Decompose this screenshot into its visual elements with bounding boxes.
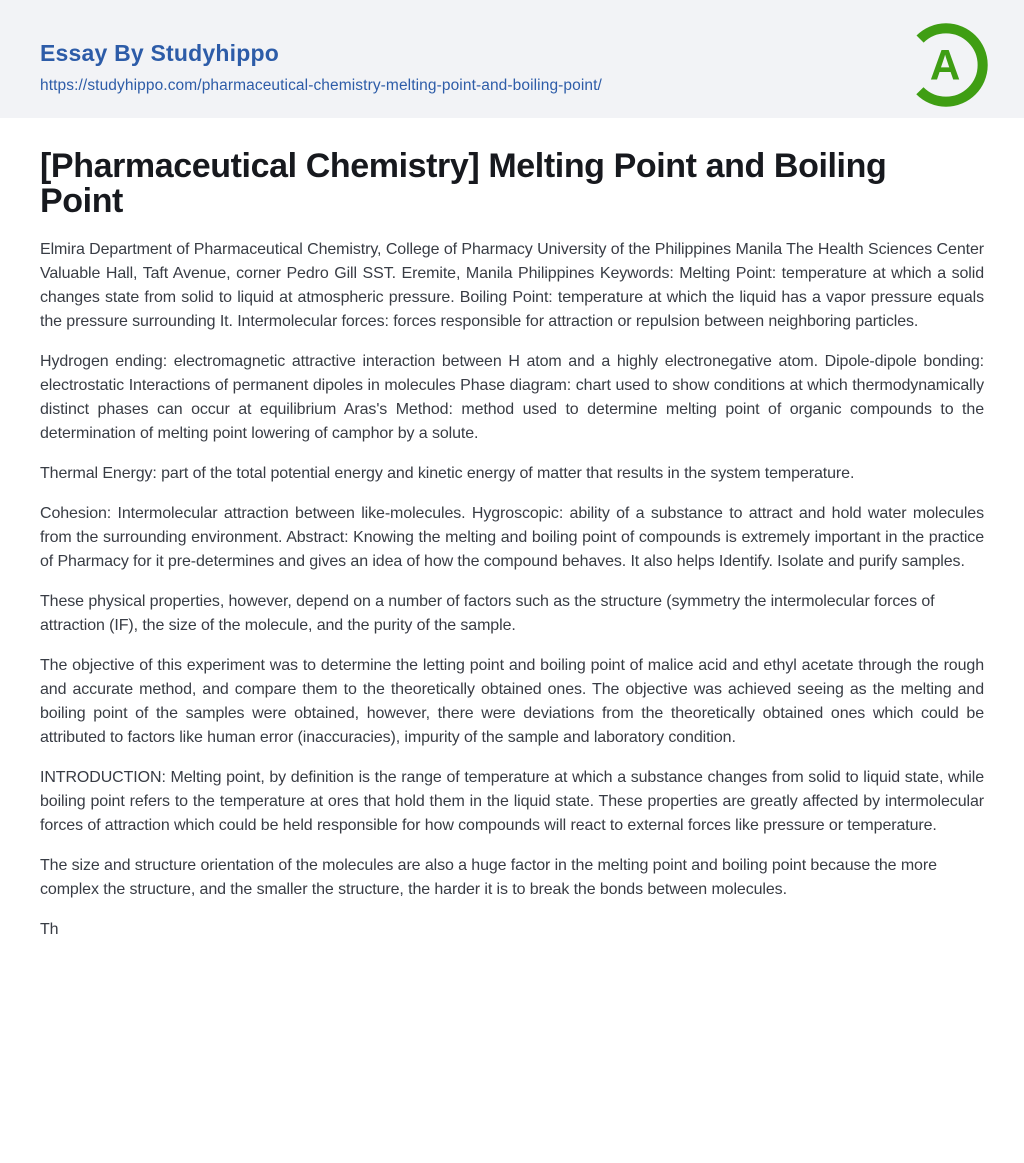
article-paragraph: Cohesion: Intermolecular attraction between like-molecules. Hygroscopic: ability of a substance to attract and hold water molecules from the surrounding environment. Abstract: Knowing the melting and boiling point of compounds is extremely important in the practice of Pharmacy for it pre-determines and gives an idea of how the compound behaves. It also helps Identify. Isolate and purify samples. [40, 505, 984, 570]
essay-article [0, 149, 1024, 942]
article-paragraph: These physical properties, however, depend on a number of factors such as the structure (symmetry the intermolecular forces of attraction (IF), the size of the molecule, and the purity of the sample. [40, 593, 935, 634]
logo-arc-icon [902, 21, 990, 109]
essay-url-link[interactable]: https://studyhippo.com/pharmaceutical-chemistry-melting-point-and-boiling-point/ [40, 77, 602, 94]
article-paragraph: Elmira Department of Pharmaceutical Chemistry, College of Pharmacy University of the Philippines Manila The Health Sciences Center Valuable Hall, Taft Avenue, corner Pedro Gill SST. Eremite, Manila Philippines Keywords: Melting Point: temperature at which a solid changes state from solid to liquid at atmospheric pressure. Boiling Point: temperature at which the liquid has a vapor pressure equals the pressure surrounding It. Intermolecular forces: forces responsible for attraction or repulsion between neighboring particles. [40, 241, 984, 330]
header-text-block [40, 40, 602, 95]
article-paragraph: The size and structure orientation of the molecules are also a huge factor in the melting point and boiling point because the more complex the structure, and the smaller the structure, the harder it is to break the bonds between molecules. [40, 857, 937, 898]
studyhippo-logo[interactable] [902, 21, 990, 109]
logo-letter: A [929, 41, 961, 89]
article-paragraph: Thermal Energy: part of the total potential energy and kinetic energy of matter that results in the system temperature. [40, 465, 855, 482]
article-paragraph: The objective of this experiment was to determine the letting point and boiling point of malice acid and ethyl acetate through the rough and accurate method, and compare them to the theoretically obtained ones. The objective was achieved seeing as the melting and boiling point of the samples were obtained, however, there were deviations from the theoretically obtained ones which could be attributed to factors like human error (inaccuracies), impurity of the sample and laboratory condition. [40, 657, 984, 746]
article-paragraph: Th [40, 921, 59, 938]
article-paragraph: Hydrogen ending: electromagnetic attractive interaction between H atom and a highly electronegative atom. Dipole-dipole bonding: electrostatic Interactions of permanent dipoles in molecules Phase diagram: chart used to show conditions at which thermodynamically distinct phases can occur at equilibrium Aras's Method: method used to determine melting point of organic compounds to the determination of melting point lowering of camphor by a solute. [40, 353, 984, 442]
site-title: Essay By Studyhippo [40, 40, 279, 66]
page-title: [Pharmaceutical Chemistry] Melting Point and Boiling Point [40, 147, 887, 220]
article-body [40, 238, 984, 942]
page-header [0, 0, 1024, 118]
article-paragraph: INTRODUCTION: Melting point, by definition is the range of temperature at which a substance changes from solid to liquid state, while boiling point refers to the temperature at ores that hold them in the liquid state. These properties are greatly affected by intermolecular forces of attraction which could be held responsible for how compounds will react to external forces like pressure or temperature. [40, 769, 984, 834]
